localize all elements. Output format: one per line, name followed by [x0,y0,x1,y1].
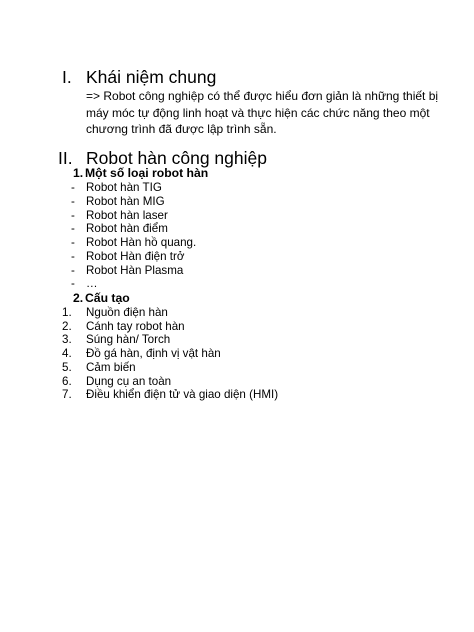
list-number: 7. [62,388,72,401]
list-item-text: Điều khiển điện tử và giao diện (HMI) [86,388,279,401]
subsection-2-title: Cấu tạo [85,291,130,305]
list-number: 3. [62,333,72,346]
list-item-text: Nguồn điện hàn [86,306,168,319]
list-item-text: Robot hàn laser [86,209,168,222]
dash-bullet: - [71,195,75,208]
paragraph-line: máy móc tự động linh hoạt và thực hiện các chức năng theo một [86,105,430,120]
list-item-text: Robot Hàn hồ quang. [86,236,197,249]
subsection-1-title: Một số loại robot hàn [85,166,209,180]
dash-bullet: - [71,236,75,249]
list-number: 5. [62,361,72,374]
list-number: 4. [62,347,72,360]
paragraph-line: chương trình đã được lập trình sẵn. [86,122,277,136]
section-2-title: Robot hàn công nghiệp [86,148,267,168]
list-item-text: Robot Hàn điện trở [86,250,185,263]
dash-bullet: - [71,209,75,222]
dash-bullet: - [71,222,75,235]
subsection-1-number: 1. [73,166,84,180]
subsection-2-number: 2. [73,291,84,305]
dash-bullet: - [71,181,75,194]
list-item-text: Robot Hàn Plasma [86,264,184,277]
section-1-paragraph [86,88,439,138]
list-item-text: … [86,277,98,290]
dash-bullet: - [71,250,75,263]
dash-bullet: - [71,264,75,277]
list-number: 1. [62,306,72,319]
list-item-text: Robot hàn TIG [86,181,162,194]
list-item-text: Đồ gá hàn, định vị vật hàn [86,347,221,360]
list-number: 2. [62,320,72,333]
dash-bullet: - [71,277,75,290]
list-item-text: Robot hàn MIG [86,195,165,208]
list-item-text: Dụng cụ an toàn [86,375,172,388]
paragraph-line: => Robot công nghiệp có thể được hiểu đơn giản là những thiết bị [86,89,439,103]
list-item-text: Súng hàn/ Torch [86,333,171,346]
section-1-title: Khái niệm chung [86,67,217,87]
list-item-text: Cảm biến [86,361,136,374]
list-item-text: Robot hàn điểm [86,222,168,235]
list-item-text: Cánh tay robot hàn [86,320,185,333]
section-1-number: I. [62,67,72,87]
section-2-number: II. [58,148,73,168]
list-number: 6. [62,375,72,388]
